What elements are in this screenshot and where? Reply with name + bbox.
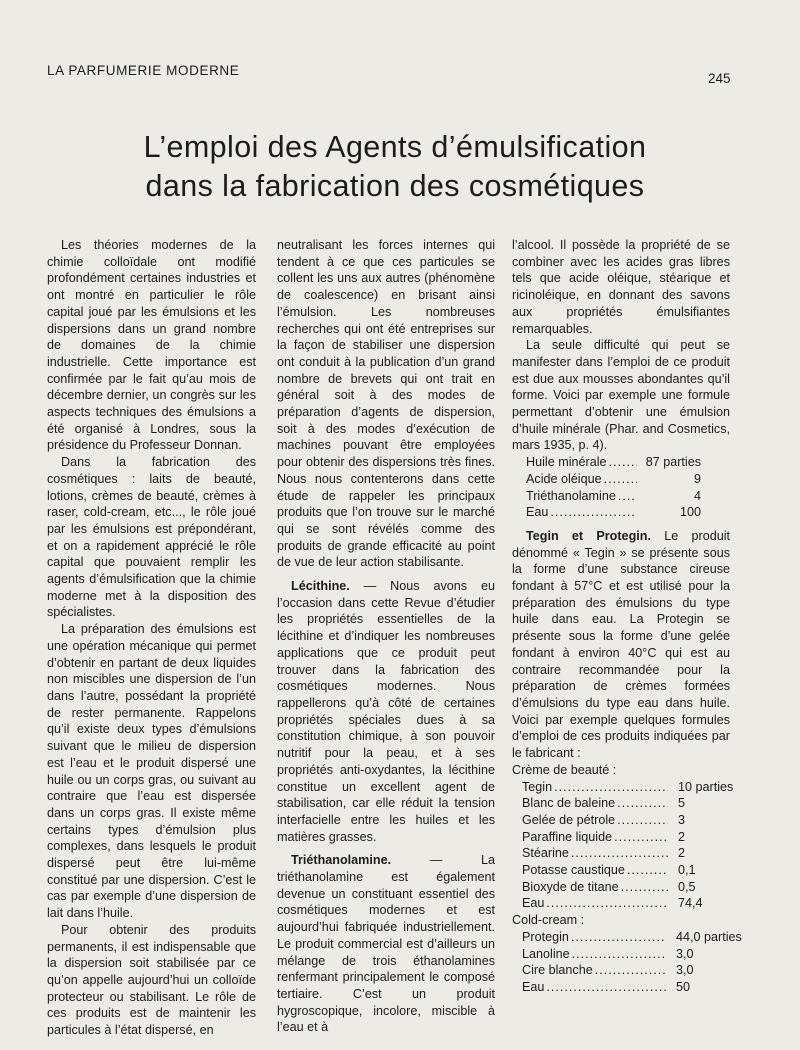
ingredient-quantity: 9 [693,471,701,486]
formula-row [522,862,732,879]
section-text: — Nous avons eu l’occasion dans cette Revue d’étudier les propriétés essentielles de la lécithine et d’indiquer les nombreuses applications que ce produit peut trouver dans la fabrication des cosmétiques modernes. Nous rappellerons qu’à côté de certaines propriétés spéciales dues à sa constitution chimique, à son pouvoir nutritif pour la peau, et à ses propriétés anti-oxydantes, la lécithine constitue un excellent agent de stabilisation, car elle réduit la tension interfacielle entre les huiles et les matières grasses. [277,579,495,844]
ingredient-quantity: 2 [678,829,686,844]
ingredient-name: Blanc de baleine [522,796,616,811]
dot-leader [572,946,666,963]
dot-leader [621,879,668,896]
ingredient-name: Huile minérale [526,455,607,470]
ingredient-name: Triéthanolamine [526,488,616,503]
ingredient-quantity: 5 [678,796,686,811]
formula-row [522,979,730,996]
ingredient-quantity: 74,4 [678,896,703,911]
dot-leader [571,929,666,946]
article-title [90,128,700,206]
ingredient-name: Bioxyde de titane [522,879,619,894]
ingredient-quantity: 4 [693,488,701,503]
ingredient-name: Acide oléique [526,471,602,486]
formula-row [522,895,732,912]
paragraph: Les théories modernes de la chimie colloïdale ont modifié profondément certaines industries et ont montré en particulier le rôle capital joué par les émulsions et les dispersions dans un grand nombre de domaines de la chimie industrielle. Cette importance est confirmée par le fait qu’au mois de décembre dernier, un congrès sur les aspects techniques des émulsions a été organisé à Londres, sous la présidence du Professeur Donnan. [47,238,256,453]
ingredient-name: Eau [522,979,545,994]
formula-row [522,946,730,963]
ingredient-name: Tegin [522,779,553,794]
text-column-3 [512,237,742,996]
dot-leader [609,454,638,471]
paragraph: La seule difficulté qui peut se manifester dans l’emploi de ce produit est due aux mousses abondantes qu’il forme. Voici par exemple une formule permettant d’obtenir une émulsion d’huile minérale (Phar. and Cosmetics, mars 1935, p. 4). [512,338,730,453]
ingredient-quantity: 100 [679,505,701,520]
formula-row [522,845,732,862]
section-text: Le produit dénommé « Tegin » se présente sous la forme d’une substance cireuse fondant à 57°C et est utilisé pour la préparation des émulsions du type huile dans eau. La Protegin se présente sous la forme d’une gelée fondant à environ 40°C qui est au contraire recommandée pour la préparation de crèmes formées d’émulsions du type eau dans huile. Voici par exemple quelques formules d’emploi de ces produits indiquées par le fabricant : [512,528,730,761]
ingredient-quantity: 3 [678,812,686,827]
formula-cold-cream [512,929,742,996]
formula-row [522,929,742,946]
ingredient-name: Eau [526,505,549,520]
dot-leader [614,829,668,846]
section-tegin-protegin [512,528,730,762]
dot-leader [554,779,668,796]
dot-leader [617,812,668,829]
paragraph: l’alcool. Il possède la propriété de se combiner avec les acides gras libres tels que acide oléique, stéarique et ricinoléique, en donnant des savons aux propriétés émulsifiantes remarquables. [512,238,730,336]
ingredient-quantity: 87 parties [645,455,701,470]
ingredient-name: Stéarine [522,846,569,861]
text-column-2 [277,237,495,1036]
formula-row [526,488,701,505]
dot-leader [627,862,668,879]
ingredient-quantity: 10 parties [678,779,734,794]
dot-leader [604,471,637,488]
text-column-1 [47,237,256,1039]
dot-leader [550,504,637,521]
dot-leader [618,488,637,505]
section-heading-triethanolamine: Triéthanolamine. [291,853,392,868]
formula-row [526,454,701,471]
ingredient-name: Lanoline [522,946,570,961]
paragraph: Pour obtenir des produits permanents, il est indispensable que la dispersion soit stabilisée par ce qu’on appelle aujourd’hui un colloïde protecteur ou stabilisant. Le rôle de ces produits est de maintenir les particules à l’état dispersé, en [47,922,256,1038]
ingredient-quantity: 3,0 [676,963,694,978]
running-head: LA PARFUMERIE MODERNE [47,63,240,78]
dot-leader [595,962,666,979]
dot-leader [617,795,668,812]
ingredient-quantity: 44,0 parties [676,929,742,944]
formula-emulsion-huile-minerale [512,454,730,521]
ingredient-quantity: 0,1 [678,863,696,878]
formula-title-creme: Crème de beauté : [512,762,617,777]
article-title-line-1: L’emploi des Agents d’émulsification [143,130,647,164]
formula-row [526,504,701,521]
formula-row [522,829,732,846]
ingredient-name: Protegin [522,929,569,944]
formula-row [522,795,732,812]
dot-leader [546,979,666,996]
paragraph: neutralisant les forces internes qui tendent à ce que ces particules se collent les uns aux autres (phénomène de coalescence) en brisant ainsi l’émulsion. Les nombreuses recherches qui ont été entreprises sur la façon de stabiliser une dispersion ont conduit à la publication d’un grand nombre de brevets qui ont trait en général soit à des modes de préparation d’agents de dispersion, soit à des modes d’exécution de machines pouvant être employées pour obtenir des dispersions très fines. Nous nous contenterons dans cette étude de rappeler les principaux produits que l’on trouve sur le marché qui se sont révélés comme des produits de grande efficacité au point de vue de leur action stabilisante. [277,238,495,570]
dot-leader [546,895,668,912]
ingredient-name: Gelée de pétrole [522,812,616,827]
article-title-line-2: dans la fabrication des cosmétiques [145,169,645,203]
ingredient-quantity: 3,0 [676,946,694,961]
section-heading-lecithine: Lécithine. [291,579,350,594]
paragraph: Dans la fabrication des cosmétiques : laits de beauté, lotions, crèmes de beauté, crèmes à raser, cold-cream, etc..., le rôle joué par les émulsions est prépondérant, et on a rapidement apprécié le rôle capital que pouvaient remplir les agents d’émulsification que la chimie moderne met à la disposition des spécialistes. [47,455,256,620]
dot-leader [571,845,668,862]
page-number: 245 [708,71,731,86]
formula-creme-de-beaute [512,779,734,913]
formula-row [522,879,732,896]
ingredient-name: Paraffine liquide [522,829,613,844]
section-text: — La triéthanolamine est également devenue un constituant essentiel des cosmétiques modernes et est aujourd’hui fabriquée industriellement. Le produit commercial est d’ailleurs un mélange de trois éthanolamines renfermant principalement le composé tertiaire. C’est un produit hygroscopique, incolore, miscible à l’eau et à [277,853,495,1035]
ingredient-name: Eau [522,896,545,911]
ingredient-quantity: 50 [676,979,691,994]
ingredient-name: Cire blanche [522,963,593,978]
ingredient-quantity: 0,5 [678,879,696,894]
formula-row [522,812,732,829]
formula-row [522,962,730,979]
formula-row [522,779,732,796]
section-heading-tegin: Tegin et Protegin. [526,528,651,543]
section-triethanolamine [277,852,495,1036]
ingredient-name: Potasse caustique [522,863,625,878]
formula-title-cold-cream: Cold-cream : [512,913,585,928]
section-lecithine [277,578,495,845]
ingredient-quantity: 2 [678,846,686,861]
paragraph: La préparation des émulsions est une opération mécanique qui permet d’obtenir en partant de deux liquides non miscibles une dispersion de l’un dans l’autre, possédant la propriété de rester permanente. Rappelons qu’il existe deux types d’émulsions suivant que le milieu de dispersion est l’eau et le produit dispersé une huile ou un corps gras, ou suivant au contraire que l’eau est dispersée dans un corps gras. Il existe même certains types d’émulsion plus complexes, dans lesquels le produit dispersé peut être lui-même constitué par une dispersion. C’est le cas par exemple d’une dispersion de lait dans l’huile. [47,622,256,921]
formula-row [526,471,701,488]
